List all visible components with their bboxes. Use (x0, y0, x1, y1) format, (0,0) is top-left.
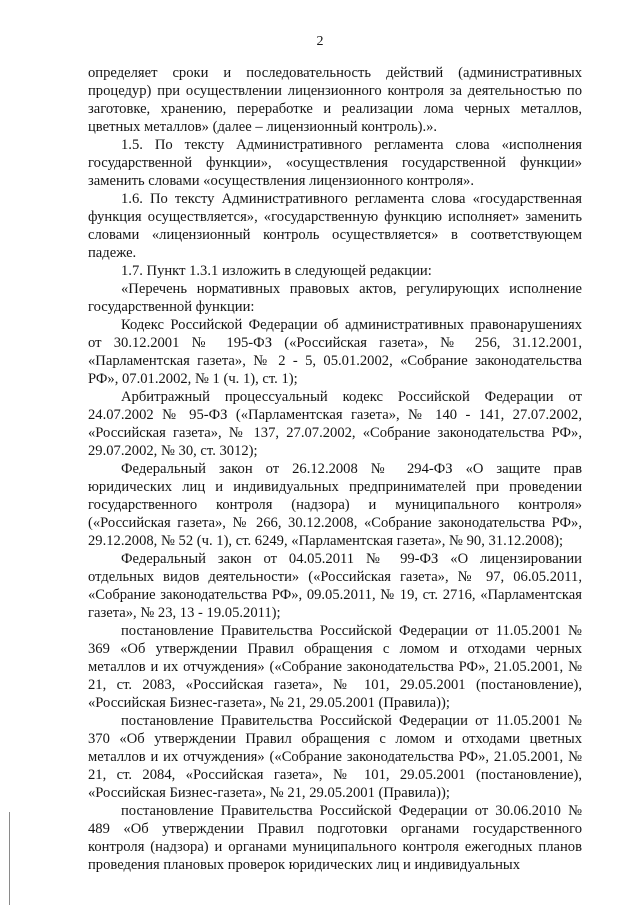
scan-edge-line (9, 812, 10, 905)
paragraph-1-5: 1.5. По тексту Административного регламента слова «исполнения государственной функции», «осуществления государственной функции» заменить словами «осуществления лицензионного контроля». (88, 137, 582, 189)
paragraph-continuation: определяет сроки и последовательность действий (административных процедур) при осуществлении лицензионного контроля за деятельностью по заготовке, хранению, переработке и реализации лома черных металлов, цветных металлов» (далее – лицензионный контроль).». (88, 65, 582, 135)
paragraph-1-6: 1.6. По тексту Административного регламента слова «государственная функция осуществляется», «государственную функцию исполняет» заменить словами «лицензионный контроль осуществляется» в соответствующем падеже. (88, 191, 582, 261)
paragraph-apk: Арбитражный процессуальный кодекс Российской Федерации от 24.07.2002 № 95-ФЗ («Парламентская газета», № 140 - 141, 27.07.2002, «Российская газета», № 137, 27.07.2002, «Собрание законодательства РФ», 29.07.2002, № 30, ст. 3012); (88, 389, 582, 459)
paragraph-post-369: постановление Правительства Российской Федерации от 11.05.2001 № 369 «Об утверждении Правил обращения с ломом и отходами черных металлов и их отчуждения» («Собрание законодательства РФ», 21.05.2001, № 21, ст. 2083, «Российская газета», № 101, 29.05.2001 (постановление), «Российская Бизнес-газета», № 21, 29.05.2001 (Правила)); (88, 623, 582, 711)
paragraph-koap: Кодекс Российской Федерации об административных правонарушениях от 30.12.2001 № 195-ФЗ («Российская газета», № 256, 31.12.2001, «Парламентская газета», № 2 - 5, 05.01.2002, «Собрание законодательства РФ», 07.01.2002, № 1 (ч. 1), ст. 1); (88, 317, 582, 387)
paragraph-1-7: 1.7. Пункт 1.3.1 изложить в следующей редакции: (121, 263, 432, 279)
page-number: 2 (316, 34, 324, 49)
paragraph-list-intro: «Перечень нормативных правовых актов, регулирующих исполнение государственной функции: (88, 281, 582, 315)
paragraph-fz-294: Федеральный закон от 26.12.2008 № 294-ФЗ «О защите прав юридических лиц и индивидуальных предпринимателей при проведении государственного контроля (надзора) и муниципального контроля» («Российская газета», № 266, 30.12.2008, «Собрание законодательства РФ», 29.12.2008, № 52 (ч. 1), ст. 6249, «Парламентская газета», № 90, 31.12.2008); (88, 461, 582, 549)
document-body (88, 64, 582, 874)
paragraph-fz-99: Федеральный закон от 04.05.2011 № 99-ФЗ «О лицензировании отдельных видов деятельности» («Российская газета», № 97, 06.05.2011, «Собрание законодательства РФ», 09.05.2011, № 19, ст. 2716, «Парламентская газета», № 23, 13 - 19.05.2011); (88, 551, 582, 621)
paragraph-post-370: постановление Правительства Российской Федерации от 11.05.2001 № 370 «Об утверждении Правил обращения с ломом и отходами цветных металлов и их отчуждения» («Собрание законодательства РФ», 21.05.2001, № 21, ст. 2084, «Российская газета», № 101, 29.05.2001 (постановление), «Российская Бизнес-газета», № 21, 29.05.2001 (Правила)); (88, 713, 582, 801)
paragraph-post-489: постановление Правительства Российской Федерации от 30.06.2010 № 489 «Об утверждении Правил подготовки органами государственного контроля (надзора) и органами муниципального контроля ежегодных планов проведения плановых проверок юридических лиц и индивидуальных (88, 803, 582, 873)
